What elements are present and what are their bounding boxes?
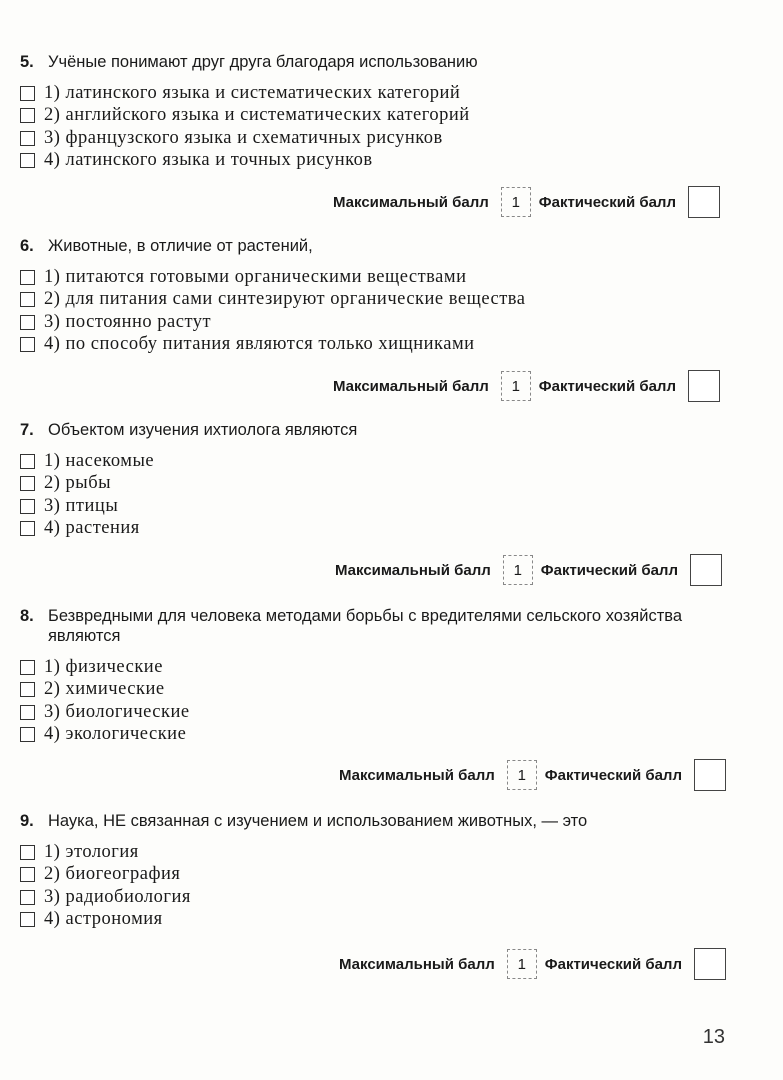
answer-checkbox[interactable] [20, 454, 35, 469]
answer-checkbox[interactable] [20, 727, 35, 742]
answer-option-text: 4) латинского языка и точных рисунков [44, 150, 373, 171]
question-number: 8. [20, 607, 34, 625]
answer-option[interactable] [20, 150, 760, 173]
answer-checkbox[interactable] [20, 660, 35, 675]
score-row-8 [339, 759, 726, 791]
question-8 [20, 606, 760, 746]
actual-score-label: Фактический балл [544, 766, 682, 784]
score-row-6 [333, 370, 720, 402]
answer-option-text: 1) латинского языка и систематических категорий [44, 82, 461, 103]
answer-options [20, 82, 760, 172]
question-text: Безвредными для человека методами борьбы с вредителями сельского хозяйства являются [48, 607, 683, 645]
actual-score-label: Фактический балл [538, 377, 676, 395]
answer-option-text: 2) английского языка и систематических категорий [44, 105, 470, 126]
actual-score-label: Фактический балл [540, 561, 678, 579]
answer-option[interactable] [20, 656, 760, 679]
answer-option[interactable] [20, 334, 760, 357]
max-score-value: 1 [507, 760, 537, 790]
max-score-label: Максимальный балл [332, 377, 489, 395]
max-score-label: Максимальный балл [338, 766, 495, 784]
answer-checkbox[interactable] [20, 499, 35, 514]
question-5 [20, 52, 760, 172]
answer-option[interactable] [20, 679, 760, 702]
question-number: 5. [20, 53, 34, 71]
question-6 [20, 236, 760, 356]
answer-option-text: 2) для питания сами синтезируют органические вещества [44, 289, 526, 310]
answer-option-text: 3) постоянно растут [44, 311, 212, 332]
answer-option[interactable] [20, 289, 760, 312]
answer-checkbox[interactable] [20, 476, 35, 491]
answer-checkbox[interactable] [20, 845, 35, 860]
answer-option[interactable] [20, 495, 760, 518]
question-text: Наука, НЕ связанная с изучением и использованием животных, — это [48, 812, 588, 830]
score-row-9 [339, 948, 726, 980]
answer-options [20, 450, 760, 540]
answer-checkbox[interactable] [20, 912, 35, 927]
max-score-value: 1 [503, 555, 533, 585]
max-score-value: 1 [501, 371, 531, 401]
actual-score-box[interactable] [690, 554, 722, 586]
answer-option-text: 2) химические [44, 679, 165, 700]
max-score-label: Максимальный балл [334, 561, 491, 579]
answer-checkbox[interactable] [20, 270, 35, 285]
answer-option-text: 4) астрономия [44, 909, 163, 930]
answer-checkbox[interactable] [20, 705, 35, 720]
answer-option-text: 1) этология [44, 841, 139, 862]
answer-option[interactable] [20, 82, 760, 105]
answer-options [20, 841, 760, 931]
answer-option-text: 3) французского языка и схематичных рисунков [44, 127, 443, 148]
answer-checkbox[interactable] [20, 521, 35, 536]
answer-option[interactable] [20, 127, 760, 150]
question-number: 9. [20, 812, 34, 830]
actual-score-box[interactable] [688, 186, 720, 218]
answer-option-text: 2) биогеография [44, 864, 181, 885]
answer-option[interactable] [20, 311, 760, 334]
actual-score-box[interactable] [694, 759, 726, 791]
answer-option-text: 4) экологические [44, 724, 187, 745]
answer-option-text: 1) питаются готовыми органическими веществами [44, 266, 467, 287]
max-score-value: 1 [507, 949, 537, 979]
answer-option[interactable] [20, 518, 760, 541]
question-number: 6. [20, 237, 34, 255]
answer-options [20, 266, 760, 356]
question-9 [20, 811, 760, 931]
answer-option[interactable] [20, 724, 760, 747]
question-number: 7. [20, 421, 34, 439]
question-text: Объектом изучения ихтиолога являются [48, 421, 358, 439]
answer-checkbox[interactable] [20, 153, 35, 168]
answer-option-text: 1) насекомые [44, 450, 155, 471]
answer-option-text: 3) птицы [44, 495, 119, 516]
answer-option[interactable] [20, 841, 760, 864]
answer-checkbox[interactable] [20, 108, 35, 123]
answer-checkbox[interactable] [20, 131, 35, 146]
page-number: 13 [702, 1026, 725, 1048]
answer-checkbox[interactable] [20, 337, 35, 352]
question-text: Животные, в отличие от растений, [48, 237, 313, 255]
answer-option[interactable] [20, 701, 760, 724]
answer-option-text: 3) биологические [44, 701, 190, 722]
answer-checkbox[interactable] [20, 86, 35, 101]
answer-option-text: 3) радиобиология [44, 886, 191, 907]
max-score-label: Максимальный балл [332, 193, 489, 211]
answer-checkbox[interactable] [20, 292, 35, 307]
answer-option[interactable] [20, 886, 760, 909]
answer-options [20, 656, 760, 746]
max-score-value: 1 [501, 187, 531, 217]
answer-option[interactable] [20, 473, 760, 496]
answer-option[interactable] [20, 909, 760, 932]
answer-checkbox[interactable] [20, 315, 35, 330]
question-text: Учёные понимают друг друга благодаря использованию [48, 53, 478, 71]
question-7 [20, 420, 760, 540]
answer-option[interactable] [20, 266, 760, 289]
answer-checkbox[interactable] [20, 890, 35, 905]
actual-score-label: Фактический балл [544, 955, 682, 973]
answer-checkbox[interactable] [20, 867, 35, 882]
answer-option[interactable] [20, 105, 760, 128]
score-row-7 [335, 554, 722, 586]
answer-option[interactable] [20, 864, 760, 887]
answer-option[interactable] [20, 450, 760, 473]
actual-score-label: Фактический балл [538, 193, 676, 211]
answer-option-text: 1) физические [44, 656, 163, 677]
actual-score-box[interactable] [688, 370, 720, 402]
answer-option-text: 4) по способу питания являются только хищниками [44, 334, 475, 355]
actual-score-box[interactable] [694, 948, 726, 980]
answer-checkbox[interactable] [20, 682, 35, 697]
answer-option-text: 4) растения [44, 518, 140, 539]
max-score-label: Максимальный балл [338, 955, 495, 973]
answer-option-text: 2) рыбы [44, 473, 112, 494]
score-row-5 [333, 186, 720, 218]
